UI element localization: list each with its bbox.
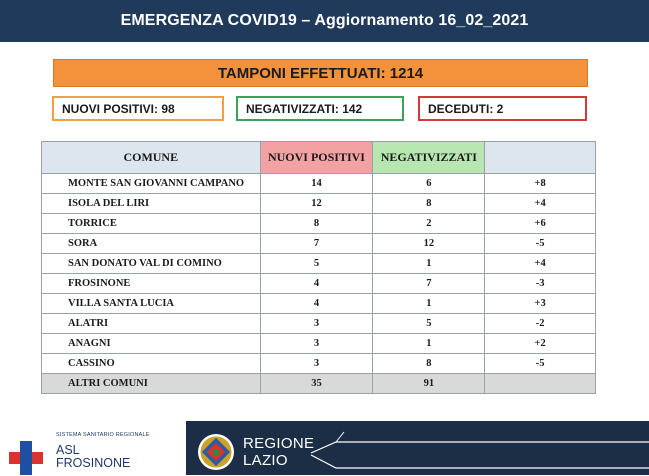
comuni-table [41,141,596,394]
cell-positivi: 7 [260,234,373,254]
cell-differenza: +6 [485,214,596,234]
deceduti-box: DECEDUTI: 2 [418,96,587,121]
asl-name [56,444,130,470]
cell-positivi: 3 [260,354,373,374]
header-negativizzati: NEGATIVIZZATI [373,142,485,174]
cell-comune: ANAGNI [42,334,261,354]
cell-differenza: -3 [485,274,596,294]
tamponi-banner: TAMPONI EFFETTUATI: 1214 [53,59,588,87]
cell-differenza: +8 [485,174,596,194]
asl-subtitle: SISTEMA SANITARIO REGIONALE [56,432,150,438]
cell-negativizzati: 6 [373,174,485,194]
negativizzati-box: NEGATIVIZZATI: 142 [236,96,404,121]
cell-comune: SORA [42,234,261,254]
cell-comune: TORRICE [42,214,261,234]
table-row-altri-comuni [42,374,596,394]
cell-positivi: 3 [260,314,373,334]
cell-positivi: 5 [260,254,373,274]
cell-differenza: +4 [485,254,596,274]
cell-positivi: 12 [260,194,373,214]
regione-lazio-emblem-icon [196,432,236,472]
cell-differenza: +4 [485,194,596,214]
cell-positivi: 35 [260,374,373,394]
asl-line-2: FROSINONE [56,456,131,470]
cell-comune: SAN DONATO VAL DI COMINO [42,254,261,274]
cell-positivi: 14 [260,174,373,194]
header-nuovi-positivi: NUOVI POSITIVI [260,142,373,174]
medical-cross-icon [8,440,44,476]
cell-negativizzati: 91 [373,374,485,394]
cell-negativizzati: 8 [373,194,485,214]
nuovi-positivi-box: NUOVI POSITIVI: 98 [52,96,224,121]
cell-comune: CASSINO [42,354,261,374]
page-title: EMERGENZA COVID19 – Aggiornamento 16_02_2021 [0,0,649,42]
cell-positivi: 4 [260,294,373,314]
header-comune: COMUNE [42,142,261,174]
cell-comune: VILLA SANTA LUCIA [42,294,261,314]
cell-differenza: -2 [485,314,596,334]
regione-line-1: REGIONE [243,435,315,452]
header-differenza [485,142,596,174]
regione-lazio-text [243,435,314,469]
regione-lazio-banner [186,421,649,475]
cell-differenza [485,374,596,394]
cell-differenza: -5 [485,234,596,254]
cell-comune: MONTE SAN GIOVANNI CAMPANO [42,174,261,194]
cell-positivi: 4 [260,274,373,294]
table-row [42,174,596,194]
cell-negativizzati: 1 [373,294,485,314]
cell-positivi: 8 [260,214,373,234]
cell-positivi: 3 [260,334,373,354]
table-row [42,274,596,294]
table-row [42,254,596,274]
table-row [42,194,596,214]
cell-negativizzati: 5 [373,314,485,334]
table-row [42,214,596,234]
cell-comune: ALATRI [42,314,261,334]
table-row [42,294,596,314]
asl-frosinone-logo [6,428,186,475]
table-header-row [42,142,596,174]
cell-comune: FROSINONE [42,274,261,294]
table-row [42,314,596,334]
cell-differenza: +3 [485,294,596,314]
cell-negativizzati: 1 [373,254,485,274]
table-row [42,334,596,354]
cell-negativizzati: 12 [373,234,485,254]
asl-line-1: ASL [56,443,80,457]
cell-comune: ISOLA DEL LIRI [42,194,261,214]
cell-negativizzati: 2 [373,214,485,234]
cell-differenza: -5 [485,354,596,374]
regione-line-2: LAZIO [243,452,288,469]
cell-differenza: +2 [485,334,596,354]
table-row [42,354,596,374]
cell-negativizzati: 1 [373,334,485,354]
cell-negativizzati: 8 [373,354,485,374]
cell-comune: ALTRI COMUNI [42,374,261,394]
cell-negativizzati: 7 [373,274,485,294]
table-row [42,234,596,254]
